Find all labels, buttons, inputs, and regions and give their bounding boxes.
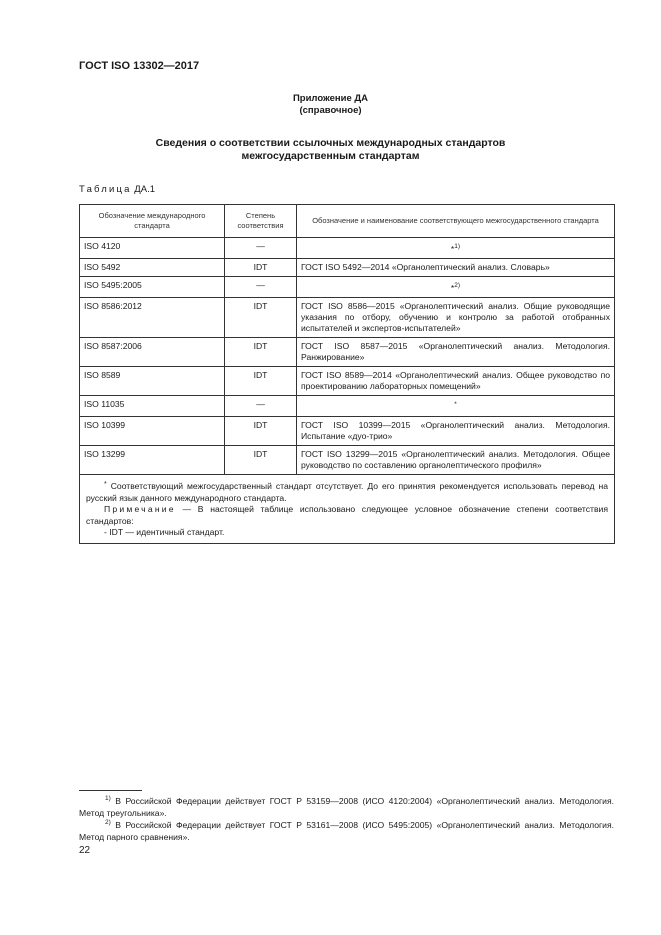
cell-national: [297, 238, 615, 259]
table-row: [80, 259, 615, 277]
footnote-ref: 1): [454, 243, 461, 250]
column-header-international: Обозначение международного стандарта: [80, 205, 225, 238]
page-footnote-2: [79, 817, 614, 843]
table-row: [80, 446, 615, 475]
cell-international: ISO 5492: [80, 259, 225, 277]
annex-title: Приложение ДА: [292, 93, 369, 104]
annex-subtitle: (справочное): [299, 105, 362, 116]
asterisk-mark: *: [454, 401, 457, 408]
table-note-label: Примечание: [104, 504, 176, 514]
table-note: [86, 504, 608, 527]
table-footnote: [86, 479, 608, 504]
column-header-national: Обозначение и наименование соответствующего межгосударственного стандарта: [297, 205, 615, 238]
cell-national: ГОСТ ISO 8587—2015 «Органолептический анализ. Методология. Ранжирование»: [297, 338, 615, 367]
cell-degree: —: [225, 238, 297, 259]
table-footnote-row: [80, 475, 615, 544]
section-heading-line2: межгосударственным стандартам: [241, 150, 420, 162]
correspondence-table: [79, 204, 615, 544]
column-header-degree: Степень соответствия: [225, 205, 297, 238]
asterisk-mark: *: [450, 244, 455, 254]
cell-degree: IDT: [225, 446, 297, 475]
cell-national: [297, 396, 615, 417]
cell-international: ISO 5495:2005: [80, 277, 225, 298]
cell-national: ГОСТ ISO 8586—2015 «Органолептический анализ. Общие руководящие указания по отбору, обучению и контролю за работой отобранных испытателей и экспертов-испытателей»: [297, 298, 615, 338]
table-row: [80, 367, 615, 396]
table-row: [80, 298, 615, 338]
cell-national: ГОСТ ISO 5492—2014 «Органолептический анализ. Словарь»: [297, 259, 615, 277]
table-row: [80, 238, 615, 259]
cell-degree: —: [225, 277, 297, 298]
cell-international: ISO 13299: [80, 446, 225, 475]
page-footnote-mark: 2): [105, 819, 111, 826]
table-caption: [79, 184, 155, 195]
table-header-row: [80, 205, 615, 238]
asterisk-mark: *: [450, 283, 455, 293]
page-footnote-text: В Российской Федерации действует ГОСТ Р 53161—2008 (ИСО 5495:2005) «Органолептический анализ. Методология. Метод парного сравнения».: [79, 820, 615, 842]
table-note-item: - IDT — идентичный стандарт.: [104, 527, 225, 537]
cell-degree: IDT: [225, 298, 297, 338]
page-footnote-mark: 1): [105, 795, 111, 802]
cell-degree: —: [225, 396, 297, 417]
cell-international: ISO 8586:2012: [80, 298, 225, 338]
cell-degree: IDT: [225, 417, 297, 446]
table-row: [80, 338, 615, 367]
standard-code: ГОСТ ISO 13302—2017: [79, 60, 200, 72]
table-row: [80, 277, 615, 298]
page-footnote-1: [79, 793, 614, 819]
table-row: [80, 396, 615, 417]
footnote-divider: [79, 790, 142, 791]
table-footnote-text: Соответствующий межгосударственный стандарт отсутствует. До его принятия рекомендуется использовать перевод на русский язык данного международного стандарта.: [86, 481, 608, 503]
cell-national: ГОСТ ISO 13299—2015 «Органолептический анализ. Методология. Общее руководство по составлению органолептического профиля»: [297, 446, 615, 475]
cell-international: ISO 8587:2006: [80, 338, 225, 367]
cell-international: ISO 10399: [80, 417, 225, 446]
table-row: [80, 417, 615, 446]
cell-international: ISO 4120: [80, 238, 225, 259]
table-note-text: — В настоящей таблице использовано следующее условное обозначение степени соответствия стандартов:: [86, 504, 609, 526]
cell-international: ISO 8589: [80, 367, 225, 396]
cell-degree: IDT: [225, 338, 297, 367]
cell-national: [297, 277, 615, 298]
cell-national: ГОСТ ISO 8589—2014 «Органолептический анализ. Общее руководство по проектированию лабораторных помещений»: [297, 367, 615, 396]
table-footnote-cell: [80, 475, 615, 544]
table-caption-id: ДА.1: [134, 184, 155, 195]
cell-degree: IDT: [225, 259, 297, 277]
cell-international: ISO 11035: [80, 396, 225, 417]
cell-degree: IDT: [225, 367, 297, 396]
page-footnote-text: В Российской Федерации действует ГОСТ Р 53159—2008 (ИСО 4120:2004) «Органолептический анализ. Методология. Метод треугольника».: [79, 796, 615, 818]
footnote-ref: 2): [454, 282, 461, 289]
cell-national: ГОСТ ISO 10399—2015 «Органолептический анализ. Методология. Испытание «дуо-трио»: [297, 417, 615, 446]
table-caption-label: Таблица: [79, 184, 132, 195]
section-heading-line1: Сведения о соответствии ссылочных международных стандартов: [155, 137, 506, 149]
page-number: 22: [79, 845, 91, 856]
table-footnote-mark: *: [104, 481, 107, 488]
